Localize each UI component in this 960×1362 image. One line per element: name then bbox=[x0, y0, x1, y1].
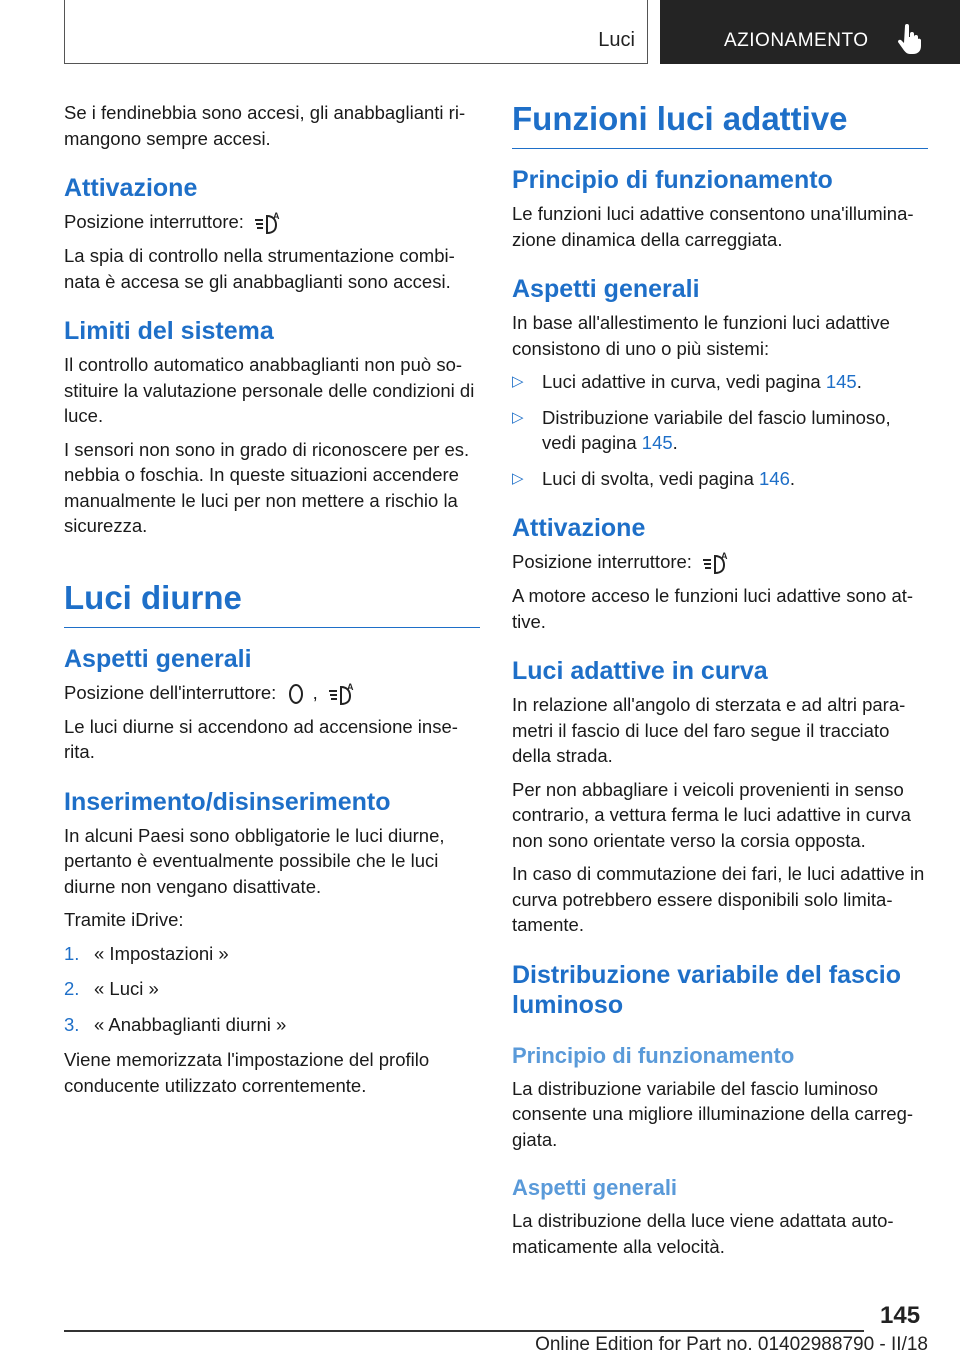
daytime-switch-line bbox=[64, 680, 480, 706]
page-link[interactable]: 145 bbox=[641, 432, 673, 453]
system-limits-p1: Il controllo automatico anabbaglianti non può sostituire la valutazione personale delle condizioni di luce. bbox=[64, 354, 475, 427]
switch-position-label: Posizione interruttore: bbox=[64, 211, 244, 232]
left-column bbox=[64, 100, 480, 1106]
svg-text:A: A bbox=[721, 551, 728, 562]
curve-lights-p1: In relazione all'angolo di sterzata e ad altri parametri il fascio di luce del faro segue il tracciato della strada. bbox=[512, 694, 906, 767]
system-limits-heading: Limiti del sistema bbox=[64, 317, 274, 346]
curve-lights-heading: Luci adattive in curva bbox=[512, 657, 768, 686]
icon-separator: , bbox=[312, 681, 318, 703]
variable-distribution-heading: Distribuzione variabile del fascio luminoso bbox=[512, 960, 902, 1019]
curve-lights-p2: Per non abbagliare i veicoli provenienti in senso contrario, a vettura ferma le luci adattive in curva non sono orientate verso la corsia opposta. bbox=[512, 778, 911, 851]
activation-switch-line bbox=[64, 209, 480, 235]
idrive-steps bbox=[64, 941, 480, 1038]
hand-pointer-icon bbox=[896, 24, 922, 54]
activation-text: A motore acceso le funzioni luci adattive sono attive. bbox=[512, 585, 914, 632]
triangle-bullet-icon: ▷ bbox=[512, 408, 524, 426]
step-text: « Anabbaglianti diurni » bbox=[94, 1013, 287, 1035]
daytime-lights-title: Luci diurne bbox=[64, 579, 480, 628]
period: . bbox=[672, 432, 678, 453]
header-section-box bbox=[64, 0, 648, 64]
edition-note: Online Edition for Part no. 01402988790 - II/18 bbox=[535, 1334, 928, 1355]
page-link[interactable]: 146 bbox=[759, 467, 790, 489]
header-chapter-title: AZIONAMENTO bbox=[724, 30, 869, 51]
auto-high-beam-icon bbox=[327, 682, 355, 706]
distribution-general-heading: Aspetti generali bbox=[512, 1175, 678, 1201]
idrive-label: Tramite iDrive: bbox=[64, 909, 184, 931]
period: . bbox=[789, 467, 796, 489]
header-chapter-tab bbox=[660, 0, 960, 64]
principle-heading: Principio di funzionamento bbox=[512, 166, 833, 194]
daytime-general-text: Le luci diurne si accendono ad accensione inserita. bbox=[64, 715, 458, 763]
on-off-heading: Inserimento/disinserimento bbox=[64, 787, 391, 816]
system-limits-p2: I sensori non sono in grado di riconoscere per es. nebbia o foschia. In queste situazioni accendere manualmente le luci per non mettere a rischio la sicurezza. bbox=[64, 438, 470, 537]
activation-switch-line bbox=[512, 549, 928, 575]
list-item bbox=[512, 466, 928, 492]
curve-lights-p3: In caso di commutazione dei fari, le luci adattive in curva potrebbero essere disponibili solo limitatamente. bbox=[512, 863, 925, 936]
step-number: 3. bbox=[64, 1013, 80, 1035]
general-heading: Aspetti generali bbox=[512, 275, 700, 303]
distribution-general-text: La distribuzione della luce viene adattata automaticamente alla velocità. bbox=[512, 1210, 894, 1257]
general-text: In base all'allestimento le funzioni luci adattive consistono di uno o più sistemi: bbox=[512, 312, 890, 359]
profile-note: Viene memorizzata l'impostazione del profilo conducente utilizzato correntemente. bbox=[64, 1049, 430, 1096]
fog-lights-note: Se i fendinebbia sono accesi, gli anabbaglianti rimangono sempre accesi. bbox=[64, 102, 466, 149]
daytime-general-heading: Aspetti generali bbox=[64, 644, 252, 673]
footer-divider bbox=[64, 1330, 864, 1332]
switch-position-label: Posizione dell'interruttore: bbox=[64, 681, 277, 703]
step-number: 2. bbox=[64, 978, 80, 1000]
system-text: Luci di svolta, vedi pagina bbox=[542, 467, 754, 489]
distribution-principle-text: La distribuzione variabile del fascio luminoso consente una migliore illuminazione della carreggiata. bbox=[512, 1077, 914, 1150]
distribution-principle-heading: Principio di funzionamento bbox=[512, 1042, 795, 1068]
adaptive-lights-title: Funzioni luci adattive bbox=[512, 100, 928, 149]
page-link[interactable]: 145 bbox=[825, 371, 857, 392]
activation-text: La spia di controllo nella strumentazione combinata è accesa se gli anabbaglianti sono accesi. bbox=[64, 245, 455, 292]
triangle-bullet-icon: ▷ bbox=[512, 373, 524, 390]
svg-text:A: A bbox=[346, 681, 354, 692]
light-off-icon bbox=[285, 682, 307, 706]
period: . bbox=[856, 371, 862, 392]
step-text: « Luci » bbox=[94, 978, 159, 1000]
system-text: Distribuzione variabile del fascio luminoso, vedi pagina bbox=[542, 406, 891, 453]
switch-position-label: Posizione interruttore: bbox=[512, 551, 692, 572]
list-item bbox=[512, 405, 928, 456]
principle-text: Le funzioni luci adattive consentono una'illuminazione dinamica della carreggiata. bbox=[512, 203, 914, 250]
list-item bbox=[512, 369, 928, 395]
list-item bbox=[64, 1012, 480, 1038]
page-number: 145 bbox=[880, 1302, 921, 1329]
list-item bbox=[64, 941, 480, 967]
auto-high-beam-icon bbox=[701, 551, 729, 575]
header-section-title: Luci bbox=[598, 29, 635, 51]
right-column bbox=[512, 100, 928, 1267]
svg-text:A: A bbox=[273, 211, 280, 222]
step-number: 1. bbox=[64, 942, 80, 964]
systems-list bbox=[512, 369, 928, 491]
system-text: Luci adattive in curva, vedi pagina bbox=[542, 371, 821, 392]
auto-high-beam-icon bbox=[253, 211, 281, 235]
on-off-text: In alcuni Paesi sono obbligatorie le luci diurne, pertanto è eventualmente possibile che le luci diurne non vengano disattivate. bbox=[64, 824, 445, 897]
activation-heading: Attivazione bbox=[512, 514, 646, 542]
triangle-bullet-icon: ▷ bbox=[512, 469, 524, 487]
step-text: « Impostazioni » bbox=[94, 942, 229, 964]
list-item bbox=[64, 976, 480, 1002]
activation-heading: Attivazione bbox=[64, 174, 198, 202]
